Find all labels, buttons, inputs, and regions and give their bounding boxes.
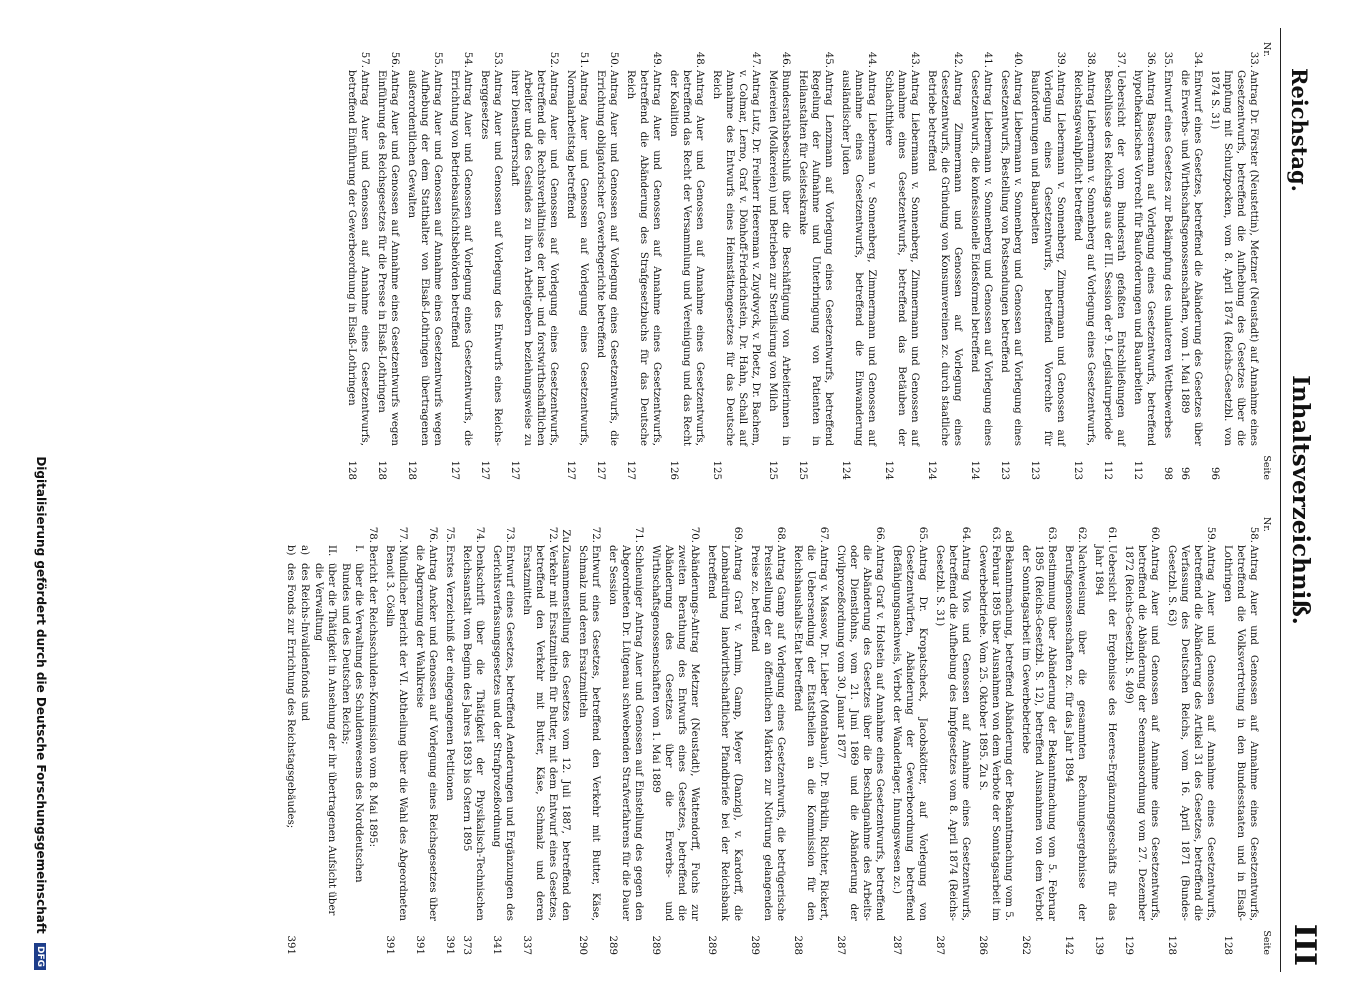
entry-number: 37. [1115, 51, 1126, 68]
entry-number: 72. [590, 526, 601, 543]
entry-number: 69. [732, 526, 743, 543]
subitem-text: über die Thätigkeit in Ansehung der ihr übertragenen Aufsicht über die Verwaltung [313, 563, 337, 916]
subitem-text: des Reichs-Invalidenfonds und [299, 563, 310, 722]
entry-text: Antrag Lutz, Dr. Freiherr Heereman v. Zuydwyck, v. Ploetz, Dr. Bachem, v. Colmar, Lerno, Graf v. Dönhoff-Friedrichstein, Dr. Hahn, Schall auf Annahme des Entwurfs eines Heimstättengesetzes für das Deutsche Reich [711, 70, 761, 446]
entry-text: Antrag Auer und Genossen auf Annahme eines Gesetzentwurfs, betreffend die Abänderung des Artikel 31 des Gesetzes, betreffend die Verfassung des Deutschen Reichs, vom 16. April 1871 (Bundes-Gesetzbl. S. 63) [1166, 545, 1216, 921]
entry-subitem [298, 545, 311, 921]
entry-text: Antrag Auer und Genossen auf Vorlegung des Entwurfs eines Reichs-Berggesetzes [479, 70, 503, 446]
entry-page: 127 [449, 460, 460, 480]
entry-number: 54. [462, 51, 473, 68]
entry-page: 127 [565, 460, 576, 480]
dfg-logo: DFG [35, 943, 47, 970]
entry-subitem [312, 545, 338, 921]
entry-text: Antrag Graf v. Arnim, Gamp, Meyer (Danzig), v. Kardorff, die Lombardirung landwirthschaftlicher Pfandbriefe bei der Reichsbank betreffend [706, 545, 743, 921]
entry-number: 76. [427, 526, 438, 543]
toc-entry [508, 40, 560, 480]
entry-page: 127 [595, 460, 606, 480]
entry-text: Mündlicher Bericht der VI. Abtheilung über die Wahl des Abgeordneten Benoit 3. Cöslin [384, 545, 408, 921]
entry-page: 286 [977, 935, 988, 955]
toc-entry [478, 40, 504, 480]
entry-text: Antrag Bassermann auf Vorlegung eines Gesetzentwurfs, betreffend hypothekarisches Vorrecht für Bauforderungen und Bauarbeiten [1132, 70, 1156, 446]
entry-text: Antrag Liebermann v. Sonnenberg, Zimmermann und Genossen auf Annahme eines Gesetzentwurfs, betreffend die Einwanderung ausländischer Juden [840, 70, 877, 446]
entry-text: Bundesrathsbeschluß über die Beschäftigung von Arbeiterinnen in Meiereien (Molkereien) und Betrieben zur Sterilisirung von Milch [767, 70, 791, 446]
entry-number: 65. [917, 526, 928, 543]
toc-entry [649, 515, 701, 955]
entry-number: 35. [1162, 51, 1173, 68]
toc-entry [933, 515, 972, 955]
entry-number: 41. [982, 51, 993, 68]
entry-page: 391 [285, 935, 296, 955]
toc-entry [1165, 515, 1217, 955]
entry-page: 98 [1162, 467, 1173, 480]
entry-page: 127 [509, 460, 520, 480]
toc-entry [998, 40, 1024, 480]
left-column [93, 40, 1273, 480]
entry-number: 67. [818, 526, 829, 543]
entry-number: 44. [866, 51, 877, 68]
toc-entry [1178, 40, 1204, 480]
entry-page: 123 [999, 460, 1010, 480]
entry-number: 51. [578, 51, 589, 68]
entry-text: Antrag Liebermann v. Sonnenberg, Zimmermann und Genossen auf Annahme eines Gesetzentwurfs, betreffend das Betäuben der Schlachtthiere [883, 70, 920, 446]
entry-page: 125 [711, 460, 722, 480]
entry-text: Antrag Auer und Genossen auf Annahme eines Gesetzentwurfs, betreffend die Abänderung des Strafgesetzbuchs für das Deutsche Reich [625, 70, 662, 446]
entry-text: Antrag Auer und Genossen auf Annahme eines Gesetzentwurfs, betreffend die Abänderung der Seemannsordnung vom 27. Dezember 1872 (Reichs-Gesetzbl. S. 409) [1123, 545, 1160, 921]
entry-text: Antrag Liebermann v. Sonnenberg auf Vorlegung eines Gesetzentwurfs, Reichstagswahlpflicht betreffend [1072, 70, 1096, 446]
toc-entry [520, 515, 572, 955]
toc-entry [606, 515, 645, 955]
entry-text: Antrag Gamp auf Vorlegung eines Gesetzentwurfs, die betrügerische Preisstellung der an öffentlichen Märkten zur Notirung gelangenden Preise zc. betreffend [749, 545, 786, 921]
entry-text: Antrag Auer und Genossen auf Annahme eines Gesetzentwurfs, betreffend die Volksvertretung in den Bundesstaaten und in Elsaß-Lothringen [1222, 545, 1259, 921]
entry-subitem [339, 545, 365, 921]
toc-entry [1028, 40, 1067, 480]
toc-entry [791, 515, 830, 955]
entry-page: 289 [706, 935, 717, 955]
entry-number: 63. [1046, 526, 1057, 543]
entry-text: Antrag Liebermann v. Sonnenberg und Genossen auf Vorlegung eines Gesetzentwurfs, Bestellung von Postsendungen betreffend [999, 70, 1023, 446]
entry-page: 128 [406, 460, 417, 480]
entry-page: 289 [749, 935, 760, 955]
entry-number: 33. [1248, 51, 1259, 68]
entry-page: 288 [792, 935, 803, 955]
entry-page: 128 [346, 460, 357, 480]
toc-entry [1101, 40, 1127, 480]
left-entries [345, 40, 1260, 480]
entry-number: 49. [651, 51, 662, 68]
entry-text: Antrag Dr. Kropatscheck, Jacobskötter, auf Vorlegung von Gesetzentwürfen, Abänderung der Gewerbeordnung betreffend (Befähigungsnachweis, Verbot der Wanderlager, Innungswesen zc.) [891, 545, 928, 921]
entry-page: 139 [1093, 935, 1104, 955]
entry-number: 62. [1076, 526, 1087, 543]
entry-text: Antrag Auer und Genossen auf Vorlegung eines Gesetzentwurfs, die Errichtung obligatorischer Gewerbegerichte betreffend [595, 70, 619, 446]
toc-entry [443, 515, 456, 955]
entry-number: 64. [960, 526, 971, 543]
entry-text: Entwurf eines Gesetzes, betreffend Aenderungen und Ergänzungen des Gerichtsverfassungsgesetzes und der Strafprozeßordnung [491, 545, 515, 921]
entry-number: 66. [874, 526, 885, 543]
toc-entry [1092, 515, 1118, 955]
entry-page: 287 [934, 935, 945, 955]
entry-text: Antrag Auer und Genossen auf Annahme eines Gesetzentwurfs wegen Einführung des Reichsgesetzes für die Presse in Elsaß-Lothringen [376, 70, 400, 446]
entry-number: 50. [608, 51, 619, 68]
toc-entry [564, 40, 590, 480]
entry-number: 73. [504, 526, 515, 543]
entry-page: 112 [1132, 460, 1143, 480]
toc-entry [834, 515, 886, 955]
toc-entry [1122, 515, 1161, 955]
entry-text: Entwurf eines Gesetzes zur Bekämpfung des unlauteren Wettbewerbes [1162, 70, 1173, 439]
column-head [1260, 40, 1273, 480]
toc-entry [748, 515, 787, 955]
toc-entry [839, 40, 878, 480]
entry-number: 77. [397, 526, 408, 543]
toc-entry [1208, 40, 1260, 480]
subitem-text: über die Verwaltung des Schuldenwesens des Norddeutschen Bundes und des Deutschen Reichs; [340, 563, 364, 883]
entry-page: 126 [668, 460, 679, 480]
entry-number: 39. [1055, 51, 1066, 68]
toc-entry [413, 515, 439, 955]
column-head [1260, 515, 1273, 955]
toc-entry [968, 40, 994, 480]
entry-page: 124 [926, 460, 937, 480]
toc-entry [1071, 40, 1097, 480]
entry-page: 289 [650, 935, 661, 955]
entry-page: 373 [461, 935, 472, 955]
header-left-title: Reichstag. [1287, 68, 1312, 192]
toc-entry [976, 515, 1015, 955]
entry-text: Denkschrift über die Thätigkeit der Physikalisch-Technischen Reichsanstalt vom Beginn des Jahres 1893 bis Ostern 1895 [461, 545, 485, 921]
entry-page: 391 [444, 935, 455, 955]
right-column [93, 515, 1273, 955]
entry-number: 45. [823, 51, 834, 68]
page-number-roman: III [1287, 923, 1322, 966]
entry-text: Bestimmung über Abänderung der Bekanntmachung vom 5. Februar 1895 (Reichs-Gesetzbl. S. 12), betreffend Ausnahmen von dem Verbot der Sonntagsarbeit im Gewerbebetriebe [1020, 545, 1057, 921]
entry-number: 53. [492, 51, 503, 68]
entry-subitem [284, 545, 297, 921]
entry-page: 125 [767, 460, 778, 480]
entry-text: Abänderungs-Antrag Metzner (Neustadt), Wattendorff, Fuchs zur zweiten Berathung des Entwurfs eines Gesetzes, betreffend die Abänderung des Gesetzes über die Erwerbs- und Wirthschaftsgenossenschaften vom 1. Mai 1889 [650, 545, 700, 921]
toc-entry [383, 515, 409, 955]
toc-entry [890, 515, 929, 955]
entry-text: Antrag v. Massow, Dr. Lieber (Montabaur), Dr. Bürklin, Richter, Rickert, die Uebersendung der Etatstheilen an die Kommission für den Reichshaushalts-Etat betreffend [792, 545, 829, 921]
subitem-number: a) [299, 545, 310, 556]
entry-text: Antrag Auer und Genossen auf Annahme eines Gesetzentwurfs wegen Aufhebung der dem Statthalter von Elsaß-Lothringen übertragenen außerordentlichen Gewalten [406, 70, 443, 446]
entry-page: 262 [1020, 935, 1031, 955]
entry-page: 124 [969, 460, 980, 480]
entry-number: ad 63. [990, 526, 1014, 543]
toc-entry [284, 515, 379, 955]
entry-text: Nachweisung über die gesammten Rechnungsergebnisse der Berufsgenossenschaften zc. für das Jahr 1894 [1063, 545, 1087, 921]
nr-label: Nr. [1261, 517, 1272, 532]
entry-text: Antrag Liebermann v. Sonnenberg, Zimmermann und Genossen auf Vorlegung eines Gesetzentwurfs, betreffend Vorrechte für Bauforderungen und Bauarbeiten [1029, 70, 1066, 446]
entry-text: Bekanntmachung, betreffend Abänderung der Bekanntmachung vom 5. Februar 1895 über Ausnahmen von dem Verbote der Sonntagsarbeit im Gewerbebetriebe. Vom 25. Oktober 1895. Zu S. [977, 545, 1014, 921]
entry-page: 337 [521, 935, 532, 955]
toc-entry [490, 515, 516, 955]
toc-entry [576, 515, 602, 955]
entry-number: 71. [633, 526, 644, 543]
entry-text: Bericht der Reichsschulden-Kommission vom 8. Mai 1895: [367, 545, 378, 848]
toc-entry [1161, 40, 1174, 480]
entry-text: Uebersicht der vom Bundesrath gefaßten Entschließungen auf Beschlüsse des Reichstags aus der III. Session der 9. Legislaturperiode [1102, 70, 1126, 446]
entry-number: 68. [775, 526, 786, 543]
entry-page: 124 [883, 460, 894, 480]
entry-text: Antrag Dr. Förster (Neustettin), Metzner (Neustadt) auf Annahme eines Gesetzentwurfs, betreffend die Aufhebung des Gesetzes über die Impfung mit Schutzpocken, vom 8. April 1874 (Reichs-Gesetzbl. von 1874 S. 31) [1209, 70, 1259, 446]
toc-entry [710, 40, 762, 480]
subitem-number: I. [353, 545, 364, 553]
entry-number: 60. [1149, 526, 1160, 543]
page-header [1280, 28, 1325, 972]
entry-page: 125 [797, 460, 808, 480]
entry-text: Antrag Auer und Genossen auf Vorlegung eines Gesetzentwurfs, betreffend die Rechtsverhältnisse der land- und forstwirthschaftlichen Arbeiter und des Gesindes zu ihren Arbeitgebern beziehungsweise zu ihrer Dienstherrschaft [509, 70, 559, 446]
toc-entry [667, 40, 706, 480]
nr-label: Nr. [1261, 42, 1272, 57]
toc-entry [1131, 40, 1157, 480]
entry-number: Zu 72. [547, 526, 571, 543]
entry-page: 287 [891, 935, 902, 955]
entry-page: 128 [1166, 935, 1177, 955]
entry-text: Entwurf eines Gesetzes, betreffend den Verkehr mit Butter, Käse, Schmalz und deren Ersatzmitteln [577, 545, 601, 921]
entry-page: 96 [1179, 467, 1190, 480]
toc-entry [925, 40, 964, 480]
entry-page: 96 [1209, 467, 1220, 480]
entry-number: 75. [444, 526, 455, 543]
entry-page: 123 [1029, 460, 1040, 480]
entry-number: 74. [474, 526, 485, 543]
toc-entry [405, 40, 444, 480]
toc-entry [460, 515, 486, 955]
entry-number: 46. [780, 51, 791, 68]
entry-text: Antrag Graf v. Holstein auf Annahme eines Gesetzentwurfs, betreffend die Abänderung des Gesetzes über die Beschlagnahme des Arbeits- oder Dienstlohns, vom 21. Juni 1869 und die Abänderung der Civilprozeßordnung vom 30. Januar 1877 [835, 545, 885, 921]
credit-text: Digitalisierung gefördert durch die Deutsche Forschungsgemeinschaft [34, 456, 48, 934]
entry-text: Antrag Ancker und Genossen auf Vorlegung eines Reichsgesetzes über die Abgrenzung der Wahlkreise [414, 545, 438, 921]
toc-entry [705, 515, 744, 955]
subitem-number: b) [285, 545, 296, 556]
entry-page: 391 [384, 935, 395, 955]
entry-text: Uebersicht der Ergebnisse des Heeres-Ergänzungsgeschäfts für das Jahr 1894 [1093, 545, 1117, 921]
entry-number: 56. [389, 51, 400, 68]
entry-text: Antrag Auer und Genossen auf Vorlegung eines Gesetzentwurfs, die Errichtung von Betriebsaufsichtsbehörden betreffend [449, 70, 473, 446]
toc-entry [882, 40, 921, 480]
right-entries [284, 515, 1260, 955]
entry-number: 43. [909, 51, 920, 68]
entry-number: 47. [750, 51, 761, 68]
entry-number: 59. [1205, 526, 1216, 543]
seite-label: Seite [1261, 455, 1272, 480]
toc-entry [624, 40, 663, 480]
entry-page: 290 [577, 935, 588, 955]
toc-entry [345, 40, 371, 480]
entry-text: Erstes Verzeichniß der eingegangenen Petitionen [444, 545, 455, 801]
toc-entry [594, 40, 620, 480]
digitization-credit [34, 30, 48, 970]
entry-number: 55. [432, 51, 443, 68]
entry-page: 128 [376, 460, 387, 480]
toc-entry [796, 40, 835, 480]
entry-page: 142 [1063, 935, 1074, 955]
entry-number: 61. [1106, 526, 1117, 543]
entry-number: 52. [548, 51, 559, 68]
entry-number: 78. [367, 526, 378, 543]
entry-page: 129 [1123, 935, 1134, 955]
entry-text: Antrag Liebermann v. Sonnenberg und Genossen auf Vorlegung eines Gesetzentwurfs, die konfessionelle Eidesformel betreffend [969, 70, 993, 446]
entry-page: 391 [414, 935, 425, 955]
entry-number: 70. [689, 526, 700, 543]
subitem-number: II. [326, 545, 337, 557]
entry-text: Antrag Zimmermann und Genossen auf Vorlegung eines Gesetzentwurfs, die Gründung von Konsumvereinen zc. durch staatliche Betriebe betreffend [926, 70, 963, 446]
entry-number: 48. [694, 51, 705, 68]
entry-page: 127 [625, 460, 636, 480]
toc-entry [375, 40, 401, 480]
entry-number: 40. [1012, 51, 1023, 68]
entry-number: 42. [952, 51, 963, 68]
entry-text: Antrag Auer und Genossen auf Vorlegung eines Gesetzentwurfs, Normalarbeitstag betreffend [565, 70, 589, 446]
entry-number: 58. [1248, 526, 1259, 543]
toc-entry [1019, 515, 1058, 955]
entry-text: Schleuniger Antrag Auer und Genossen auf Einstellung des gegen den Abgeordneten Dr. Lütgenau schwebenden Strafverfahrens für die Dauer der Session [607, 545, 644, 921]
header-center-title: Inhaltsverzeichniß. [1287, 375, 1314, 625]
entry-text: Zusammenstellung des Gesetzes vom 12. Juli 1887, betreffend den Verkehr mit Ersatzmitteln für Butter, mit dem Entwurf eines Gesetzes, betreffend den Verkehr mit Butter, Käse, Schmalz und deren Ersatzmitteln [521, 545, 571, 921]
toc-entry [448, 40, 474, 480]
entry-text: Antrag Vlos und Genossen auf Annahme eines Gesetzentwurfs, betreffend die Aufhebung des Impfgesetzes vom 8. April 1874 (Reichs-Gesetzbl. S. 31) [934, 545, 971, 921]
toc-entry [1062, 515, 1088, 955]
entry-number: 34. [1192, 51, 1203, 68]
entry-page: 123 [1072, 460, 1083, 480]
seite-label: Seite [1261, 930, 1272, 955]
toc-entry [1221, 515, 1260, 955]
entry-text: Antrag Auer und Genossen auf Annahme eines Gesetzentwurfs, betreffend Einführung der Gewerbeordnung in Elsaß-Lothringen [346, 70, 370, 446]
entry-page: 124 [840, 460, 851, 480]
entry-page: 112 [1102, 460, 1113, 480]
entry-number: 38. [1085, 51, 1096, 68]
subitem-text: des Fonds zur Errichtung des Reichstagsgebäudes; [285, 563, 296, 829]
entry-text: Antrag Auer und Genossen auf Annahme eines Gesetzentwurfs, betreffend das Recht der Versammlung und Vereinigung und das Recht der Koalition [668, 70, 705, 446]
entry-text: Antrag Lenzmann auf Vorlegung eines Gesetzentwurfs, betreffend Regelung der Aufnahme und Unterbringung von Patienten in Heilanstalten für Geisteskranke [797, 70, 834, 446]
entry-number: 36. [1145, 51, 1156, 68]
toc-entry [766, 40, 792, 480]
entry-page: 289 [607, 935, 618, 955]
entry-page: 128 [1222, 935, 1233, 955]
entry-page: 127 [479, 460, 490, 480]
entry-page: 287 [835, 935, 846, 955]
entry-page: 341 [491, 935, 502, 955]
entry-text: Entwurf eines Gesetzes, betreffend die Abänderung des Gesetzes über die Erwerbs- und Wirthschaftsgenossenschaften, vom 1. Mai 1889 [1179, 70, 1203, 446]
entry-number: 57. [359, 51, 370, 68]
